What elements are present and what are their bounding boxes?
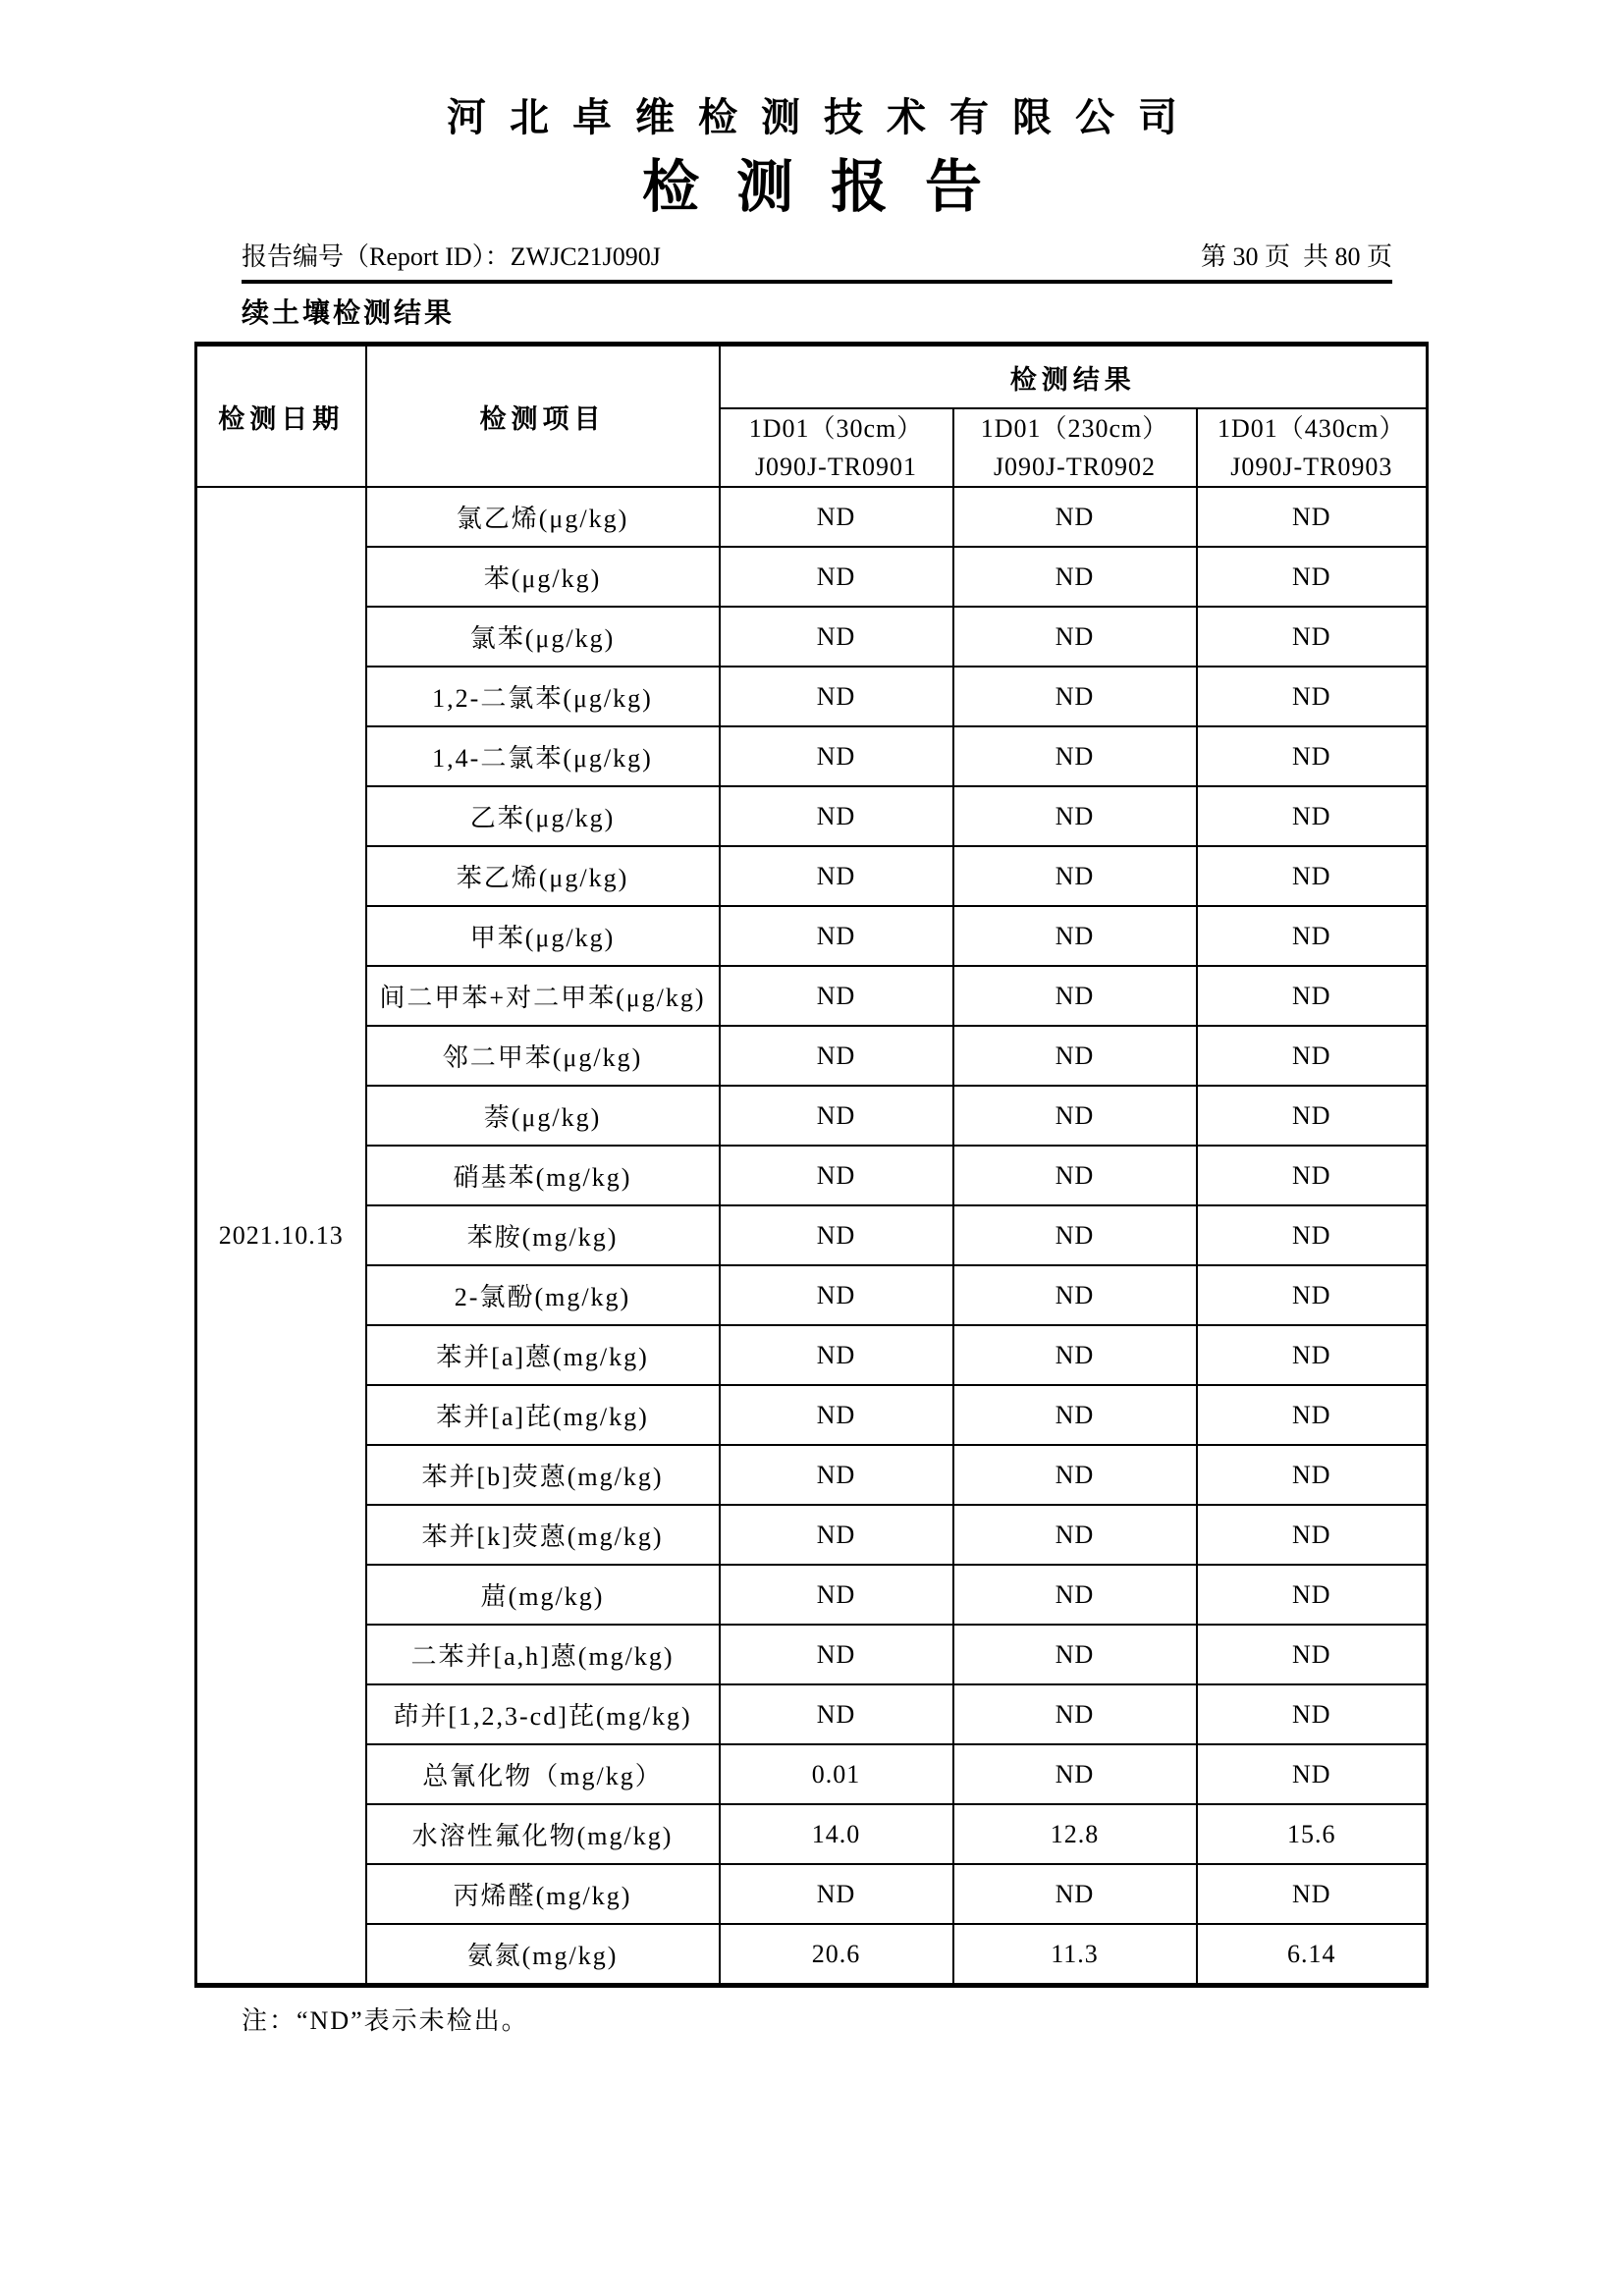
value-cell: ND — [1197, 1505, 1428, 1565]
sample-id: 1D01（230cm） — [980, 414, 1169, 444]
value-cell: ND — [1197, 1265, 1428, 1325]
value-cell: ND — [720, 726, 953, 786]
value-cell: ND — [1197, 1026, 1428, 1086]
table-row — [196, 1505, 1428, 1565]
sample-header-3 — [1197, 408, 1428, 487]
col-header-result: 检测结果 — [720, 345, 1428, 409]
value-cell: ND — [720, 966, 953, 1026]
value-cell: ND — [953, 487, 1197, 547]
value-cell: ND — [1197, 1565, 1428, 1625]
value-cell: ND — [1197, 547, 1428, 607]
table-row — [196, 1924, 1428, 1986]
sample-header-1 — [720, 408, 953, 487]
item-cell: 2-氯酚(mg/kg) — [366, 1265, 720, 1325]
sample-id: 1D01（30cm） — [748, 414, 924, 444]
value-cell: ND — [720, 547, 953, 607]
value-cell: ND — [720, 1565, 953, 1625]
value-cell: ND — [1197, 1445, 1428, 1505]
value-cell: ND — [1197, 846, 1428, 906]
footnote: 注：“ND”表示未检出。 — [242, 2006, 529, 2036]
table-row — [196, 1146, 1428, 1205]
value-cell: ND — [720, 1325, 953, 1385]
value-cell: ND — [953, 1625, 1197, 1684]
item-cell: 总氰化物（mg/kg） — [366, 1744, 720, 1804]
item-cell: 氨氮(mg/kg) — [366, 1924, 720, 1986]
item-cell: 硝基苯(mg/kg) — [366, 1146, 720, 1205]
table-row — [196, 1684, 1428, 1744]
table-row — [196, 1205, 1428, 1265]
value-cell: ND — [1197, 1625, 1428, 1684]
item-cell: 萘(μg/kg) — [366, 1086, 720, 1146]
value-cell: ND — [953, 667, 1197, 726]
table-row — [196, 1265, 1428, 1325]
item-cell: 苯(μg/kg) — [366, 547, 720, 607]
table-row — [196, 487, 1428, 547]
item-cell: 乙苯(μg/kg) — [366, 786, 720, 846]
sample-code: J090J-TR0902 — [993, 453, 1157, 482]
item-cell: 苯胺(mg/kg) — [366, 1205, 720, 1265]
value-cell: ND — [1197, 906, 1428, 966]
value-cell: ND — [1197, 607, 1428, 667]
table-row — [196, 667, 1428, 726]
value-cell: ND — [720, 846, 953, 906]
value-cell: ND — [953, 906, 1197, 966]
value-cell: 6.14 — [1197, 1924, 1428, 1986]
table-row — [196, 846, 1428, 906]
value-cell: ND — [953, 1565, 1197, 1625]
table-row — [196, 1625, 1428, 1684]
item-cell: 氯苯(μg/kg) — [366, 607, 720, 667]
page-indicator: 第 30 页 共 80 页 — [1200, 241, 1392, 271]
company-name: 河北卓维检测技术有限公司 — [447, 95, 1201, 139]
value-cell: ND — [953, 1744, 1197, 1804]
value-cell: ND — [953, 1205, 1197, 1265]
table-row — [196, 1445, 1428, 1505]
header-row-top — [196, 345, 1428, 409]
item-cell: 水溶性氟化物(mg/kg) — [366, 1804, 720, 1864]
value-cell: ND — [1197, 1864, 1428, 1924]
value-cell: ND — [953, 1864, 1197, 1924]
table-row — [196, 1026, 1428, 1086]
table-row — [196, 547, 1428, 607]
value-cell: ND — [720, 487, 953, 547]
value-cell: ND — [953, 1684, 1197, 1744]
table-row — [196, 1864, 1428, 1924]
value-cell: ND — [953, 1445, 1197, 1505]
value-cell: 12.8 — [953, 1804, 1197, 1864]
value-cell: ND — [953, 786, 1197, 846]
value-cell: ND — [1197, 1744, 1428, 1804]
value-cell: ND — [953, 726, 1197, 786]
table-row — [196, 1086, 1428, 1146]
value-cell: ND — [953, 1026, 1197, 1086]
results-table — [194, 342, 1429, 1988]
value-cell: ND — [720, 1026, 953, 1086]
value-cell: ND — [953, 1086, 1197, 1146]
value-cell: ND — [720, 1864, 953, 1924]
value-cell: ND — [1197, 1325, 1428, 1385]
value-cell: ND — [1197, 487, 1428, 547]
value-cell: ND — [720, 1505, 953, 1565]
value-cell: ND — [953, 1325, 1197, 1385]
item-cell: 甲苯(μg/kg) — [366, 906, 720, 966]
value-cell: ND — [1197, 1146, 1428, 1205]
item-cell: 苯并[b]荧蒽(mg/kg) — [366, 1445, 720, 1505]
value-cell: ND — [953, 1146, 1197, 1205]
value-cell: 15.6 — [1197, 1804, 1428, 1864]
section-title: 续土壤检测结果 — [242, 297, 456, 329]
value-cell: ND — [720, 1265, 953, 1325]
item-cell: 间二甲苯+对二甲苯(μg/kg) — [366, 966, 720, 1026]
value-cell: ND — [720, 1086, 953, 1146]
value-cell: ND — [1197, 1086, 1428, 1146]
item-cell: 苯并[a]蒽(mg/kg) — [366, 1325, 720, 1385]
value-cell: ND — [720, 1146, 953, 1205]
table-row — [196, 1804, 1428, 1864]
value-cell: ND — [953, 547, 1197, 607]
col-header-date: 检测日期 — [196, 345, 366, 488]
item-cell: 茚并[1,2,3-cd]芘(mg/kg) — [366, 1684, 720, 1744]
table-row — [196, 1325, 1428, 1385]
item-cell: 1,4-二氯苯(μg/kg) — [366, 726, 720, 786]
value-cell: ND — [720, 1385, 953, 1445]
sample-header-2 — [953, 408, 1197, 487]
table-row — [196, 906, 1428, 966]
item-cell: 苯乙烯(μg/kg) — [366, 846, 720, 906]
item-cell: 二苯并[a,h]蒽(mg/kg) — [366, 1625, 720, 1684]
value-cell: ND — [720, 906, 953, 966]
item-cell: 䓛(mg/kg) — [366, 1565, 720, 1625]
item-cell: 氯乙烯(μg/kg) — [366, 487, 720, 547]
value-cell: ND — [720, 1684, 953, 1744]
value-cell: ND — [953, 1385, 1197, 1445]
value-cell: ND — [720, 607, 953, 667]
value-cell: ND — [953, 1265, 1197, 1325]
value-cell: 14.0 — [720, 1804, 953, 1864]
value-cell: 11.3 — [953, 1924, 1197, 1986]
value-cell: ND — [720, 1445, 953, 1505]
table-row — [196, 1565, 1428, 1625]
value-cell: ND — [1197, 786, 1428, 846]
value-cell: ND — [953, 846, 1197, 906]
item-cell: 苯并[k]荧蒽(mg/kg) — [366, 1505, 720, 1565]
results-body — [196, 487, 1428, 1986]
value-cell: ND — [953, 607, 1197, 667]
date-cell: 2021.10.13 — [196, 487, 366, 1986]
item-cell: 苯并[a]芘(mg/kg) — [366, 1385, 720, 1445]
sample-code: J090J-TR0901 — [754, 453, 918, 482]
value-cell: ND — [1197, 726, 1428, 786]
item-cell: 1,2-二氯苯(μg/kg) — [366, 667, 720, 726]
value-cell: ND — [720, 786, 953, 846]
table-row — [196, 726, 1428, 786]
value-cell: ND — [720, 1205, 953, 1265]
value-cell: ND — [1197, 966, 1428, 1026]
table-row — [196, 607, 1428, 667]
table-row — [196, 786, 1428, 846]
report-info-row — [242, 241, 1392, 284]
table-row — [196, 1385, 1428, 1445]
item-cell: 邻二甲苯(μg/kg) — [366, 1026, 720, 1086]
value-cell: ND — [1197, 1684, 1428, 1744]
value-cell: ND — [1197, 1205, 1428, 1265]
report-title: 检测报告 — [641, 155, 1019, 219]
report-id: 报告编号（Report ID）：ZWJC21J090J — [242, 241, 661, 271]
value-cell: 20.6 — [720, 1924, 953, 1986]
value-cell: ND — [720, 667, 953, 726]
value-cell: ND — [953, 1505, 1197, 1565]
table-row — [196, 966, 1428, 1026]
value-cell: ND — [720, 1625, 953, 1684]
sample-code: J090J-TR0903 — [1230, 453, 1393, 482]
value-cell: 0.01 — [720, 1744, 953, 1804]
sample-id: 1D01（430cm） — [1217, 414, 1406, 444]
value-cell: ND — [1197, 667, 1428, 726]
value-cell: ND — [953, 966, 1197, 1026]
table-row — [196, 1744, 1428, 1804]
value-cell: ND — [1197, 1385, 1428, 1445]
col-header-item: 检测项目 — [366, 345, 720, 488]
item-cell: 丙烯醛(mg/kg) — [366, 1864, 720, 1924]
